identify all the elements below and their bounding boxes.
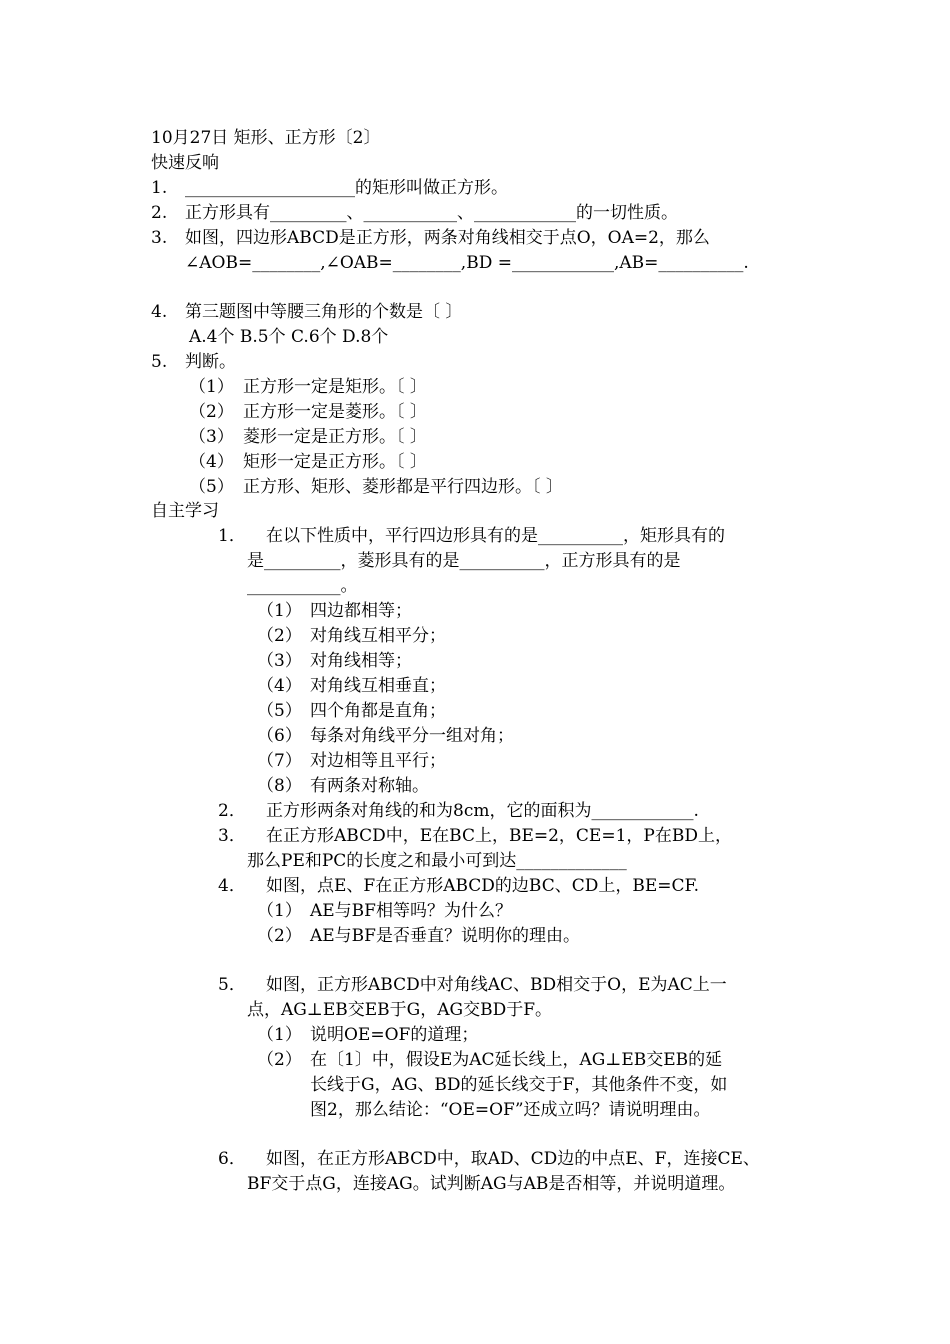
q5-item-number: （4）: [189, 452, 234, 472]
s1-item-number: （4）: [257, 676, 302, 696]
q3-text-line1: 如图，四边形ABCD是正方形，两条对角线相交于点O，OA=2，那么: [185, 228, 710, 248]
s1-item-number: （1）: [257, 601, 302, 621]
q1-text: ____________________的矩形叫做正方形。: [185, 178, 508, 198]
s4-item-number: （1）: [257, 901, 302, 921]
s1-item-number: （8）: [257, 776, 302, 796]
s4-text: 如图，点E、F在正方形ABCD的边BC、CD上，BE=CF.: [266, 876, 700, 896]
q1-number: 1.: [151, 178, 168, 198]
s1-item-number: （6）: [257, 726, 302, 746]
s6-text-line1: 如图，在正方形ABCD中，取AD、CD边的中点E、F，连接CE、: [266, 1149, 760, 1169]
q2-number: 2.: [151, 203, 168, 223]
s5-item2-line1: 在〔1〕中，假设E为AC延长线上，AG⊥EB交EB的延: [310, 1050, 723, 1070]
s6-text-line2: BF交于点G，连接AG。试判断AG与AB是否相等，并说明道理。: [247, 1174, 736, 1194]
s4-item-text: AE与BF是否垂直？说明你的理由。: [310, 926, 580, 946]
s1-item-text: 每条对角线平分一组对角；: [310, 726, 514, 746]
s5-item-number: （1）: [257, 1025, 302, 1045]
s5-number: 5．: [218, 975, 246, 995]
s3-text-line2: 那么PE和PC的长度之和最小可到达_____________: [247, 851, 627, 871]
s4-number: 4．: [218, 876, 246, 896]
s5-item2-number: （2）: [257, 1050, 302, 1070]
s1-item-text: 四边都相等；: [310, 601, 412, 621]
q4-number: 4.: [151, 302, 168, 322]
q5-text: 判断。: [185, 352, 236, 372]
s1-item-text: 对角线互相平分；: [310, 626, 446, 646]
q5-item-text: 矩形一定是正方形。〔 〕: [243, 452, 427, 472]
q5-item-text: 正方形、矩形、菱形都是平行四边形。〔 〕: [243, 477, 563, 497]
s1-item-text: 四个角都是直角；: [310, 701, 446, 721]
section-heading-self-study: 自主学习: [151, 501, 219, 521]
s5-item2-line3: 图2，那么结论：“OE=OF”还成立吗？请说明理由。: [310, 1100, 711, 1120]
q5-item-number: （1）: [189, 377, 234, 397]
s1-item-number: （7）: [257, 751, 302, 771]
q5-item-number: （5）: [189, 477, 234, 497]
s1-number: 1．: [218, 526, 246, 546]
q2-text: 正方形具有_________、___________、____________的一切性质。: [185, 203, 678, 223]
q5-item-number: （3）: [189, 427, 234, 447]
s1-item-number: （2）: [257, 626, 302, 646]
s2-number: 2．: [218, 801, 246, 821]
s1-item-number: （5）: [257, 701, 302, 721]
q4-options: A.4个 B.5个 C.6个 D.8个: [189, 327, 389, 347]
s5-text-line2: 点，AG⊥EB交EB于G，AG交BD于F。: [247, 1000, 553, 1020]
s4-item-text: AE与BF相等吗？为什么？: [310, 901, 512, 921]
page-title: 10月27日 矩形、正方形〔2〕: [151, 128, 381, 148]
s3-number: 3．: [218, 826, 246, 846]
q4-text: 第三题图中等腰三角形的个数是〔 〕: [185, 302, 463, 322]
s5-item2-line2: 长线于G，AG、BD的延长线交于F，其他条件不变，如: [310, 1075, 728, 1095]
s1-item-text: 对角线相等；: [310, 651, 412, 671]
section-heading-quick-response: 快速反响: [151, 153, 219, 173]
s6-number: 6．: [218, 1149, 246, 1169]
s1-item-number: （3）: [257, 651, 302, 671]
q3-text-line2: ∠AOB=________,∠OAB=________,BD =____________,AB=__________.: [185, 253, 749, 273]
s1-item-text: 对角线互相垂直；: [310, 676, 446, 696]
s1-item-text: 有两条对称轴。: [310, 776, 429, 796]
s1-text-line3: ___________。: [247, 576, 358, 596]
s4-item-number: （2）: [257, 926, 302, 946]
s5-text-line1: 如图，正方形ABCD中对角线AC、BD相交于O，E为AC上一: [266, 975, 727, 995]
q5-item-text: 正方形一定是矩形。〔 〕: [243, 377, 427, 397]
s1-item-text: 对边相等且平行；: [310, 751, 446, 771]
q3-number: 3.: [151, 228, 168, 248]
s5-item-text: 说明OE=OF的道理；: [310, 1025, 479, 1045]
s3-text-line1: 在正方形ABCD中，E在BC上，BE=2，CE=1，P在BD上，: [266, 826, 732, 846]
q5-item-number: （2）: [189, 402, 234, 422]
q5-item-text: 正方形一定是菱形。〔 〕: [243, 402, 427, 422]
q5-item-text: 菱形一定是正方形。〔 〕: [243, 427, 427, 447]
s2-text: 正方形两条对角线的和为8cm，它的面积为____________.: [266, 801, 699, 821]
q5-number: 5.: [151, 352, 168, 372]
s1-text-line2: 是_________，菱形具有的是__________，正方形具有的是: [247, 551, 681, 571]
s1-text-line1: 在以下性质中，平行四边形具有的是__________，矩形具有的: [266, 526, 725, 546]
